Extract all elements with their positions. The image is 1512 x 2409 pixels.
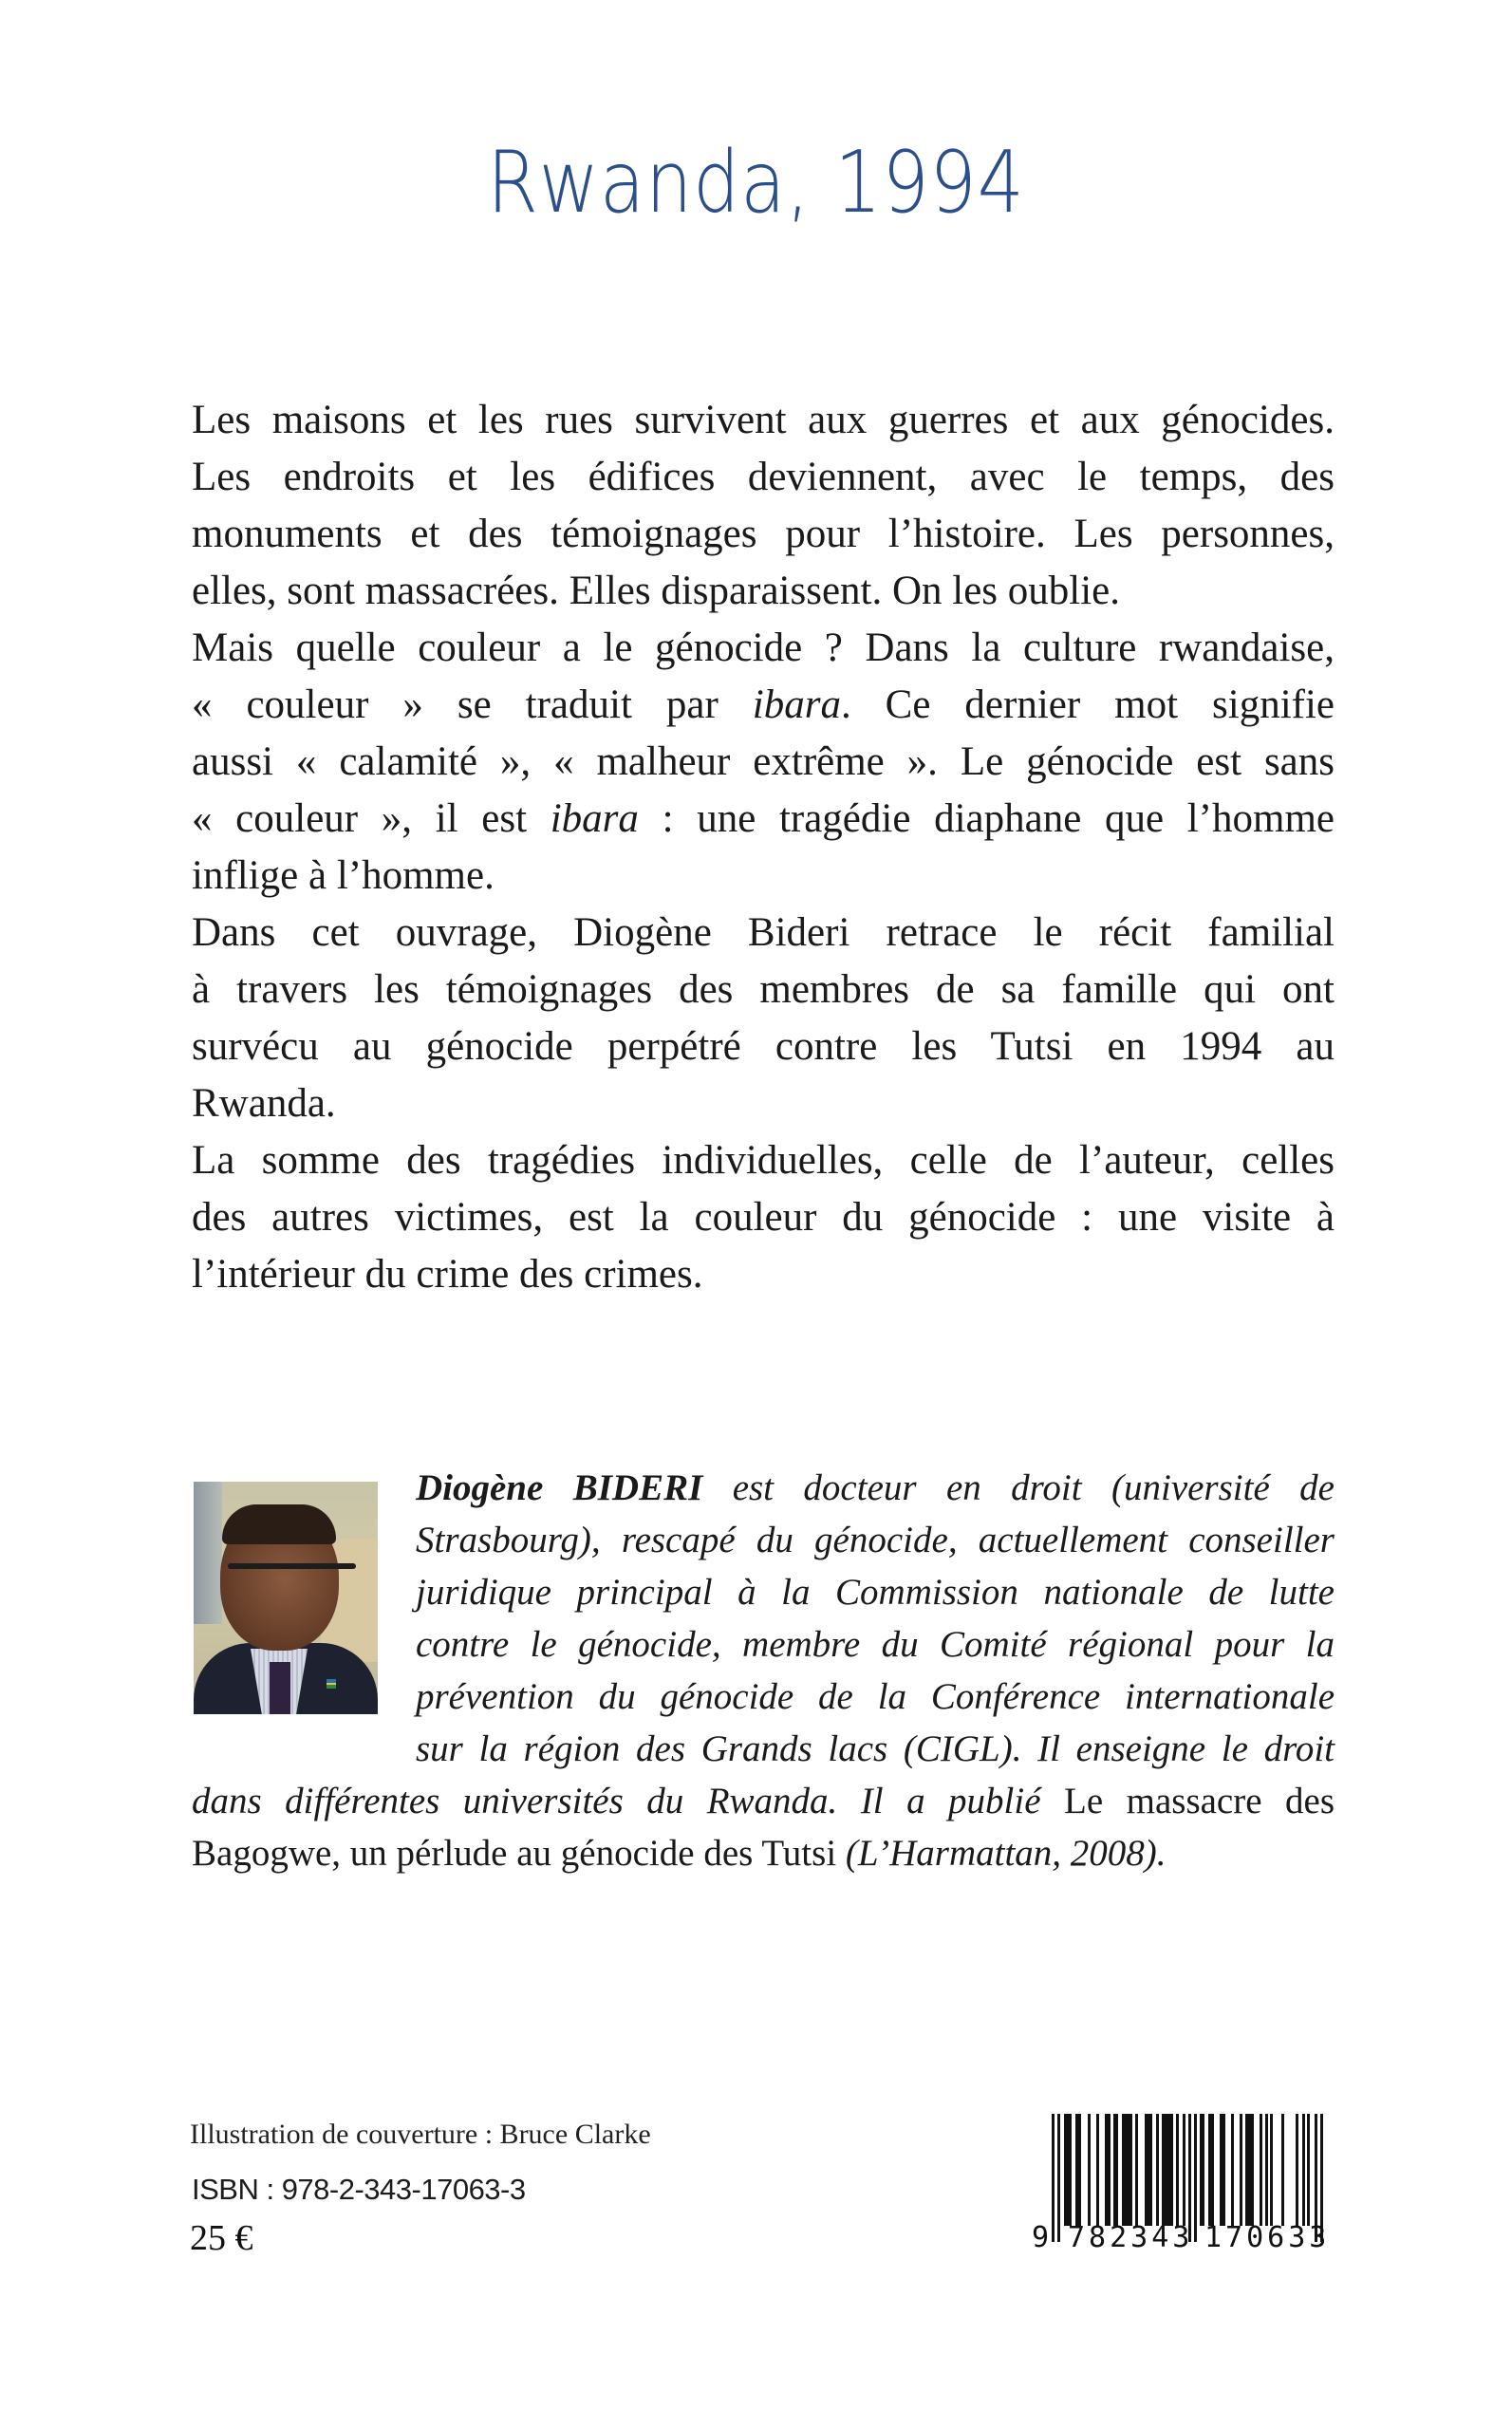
- synopsis-line: aussi « calamité », « malheur extrême ». Le génocide est sans: [192, 739, 1335, 784]
- synopsis-line: Mais quelle couleur a le génocide ? Dans la culture rwandaise,: [192, 626, 1335, 670]
- bio-line: juridique principal à la Commission nationale de lutte: [416, 1572, 1335, 1613]
- bio-line: Strasbourg), rescapé du génocide, actuellement conseiller: [416, 1520, 1335, 1560]
- bio-line: sur la région des Grands lacs (CIGL). Il enseigne le droit: [416, 1728, 1335, 1769]
- price: 25 €: [190, 2218, 253, 2258]
- synopsis-line: des autres victimes, est la couleur du génocide : une visite à: [192, 1195, 1335, 1240]
- synopsis-line: elles, sont massacrées. Elles disparaissent. On les oublie.: [192, 569, 1121, 613]
- bio-line: contre le génocide, membre du Comité régional pour la: [416, 1624, 1335, 1665]
- author-bio: [192, 1462, 1335, 1879]
- bio-line: dans différentes universités du Rwanda. Il a publié Le massacre des: [192, 1781, 1335, 1821]
- synopsis-line: Les maisons et les rues survivent aux guerres et aux génocides.: [192, 398, 1335, 442]
- author-name: Diogène BIDERI: [416, 1467, 703, 1508]
- bio-line: prévention du génocide de la Conférence internationale: [416, 1676, 1335, 1717]
- barcode-number: 9 782343 170633: [1032, 2221, 1331, 2254]
- bio-line: Bagogwe, un pérlude au génocide des Tutsi (L’Harmattan, 2008).: [192, 1833, 1167, 1874]
- synopsis-line: survécu au génocide perpétré contre les Tutsi en 1994 au: [192, 1024, 1335, 1069]
- cover-illustration-credit: Illustration de couverture : Bruce Clarke: [190, 2119, 651, 2150]
- book-reference: Le massacre des: [1064, 1781, 1335, 1821]
- synopsis-line: monuments et des témoignages pour l’histoire. Les personnes,: [192, 512, 1335, 556]
- synopsis-line: Les endroits et les édifices deviennent, avec le temps, des: [192, 455, 1335, 499]
- synopsis-line: « couleur », il est ibara : une tragédie diaphane que l’homme: [192, 796, 1335, 841]
- synopsis-line: Rwanda.: [192, 1081, 336, 1126]
- italic-term: ibara: [550, 796, 639, 841]
- synopsis-line: inflige à l’homme.: [192, 853, 495, 898]
- synopsis-line: La somme des tragédies individuelles, celle de l’auteur, celles: [192, 1138, 1335, 1183]
- bio-line: Diogène BIDERI est docteur en droit (université de: [416, 1467, 1335, 1508]
- book-reference: Bagogwe, un pérlude au génocide des Tutsi: [192, 1833, 846, 1874]
- synopsis-line: l’intérieur du crime des crimes.: [192, 1252, 703, 1297]
- synopsis-line: Dans cet ouvrage, Diogène Bideri retrace le récit familial: [192, 910, 1335, 955]
- isbn: ISBN : 978-2-343-17063-3: [192, 2173, 526, 2206]
- italic-term: ibara: [752, 682, 841, 727]
- book-title: [0, 131, 1512, 235]
- synopsis-line: « couleur » se traduit par ibara. Ce dernier mot signifie: [192, 682, 1335, 727]
- book-title-text: Rwanda, 1994: [487, 133, 1025, 233]
- synopsis-line: à travers les témoignages des membres de sa famille qui ont: [192, 967, 1335, 1012]
- synopsis: [192, 392, 1335, 1303]
